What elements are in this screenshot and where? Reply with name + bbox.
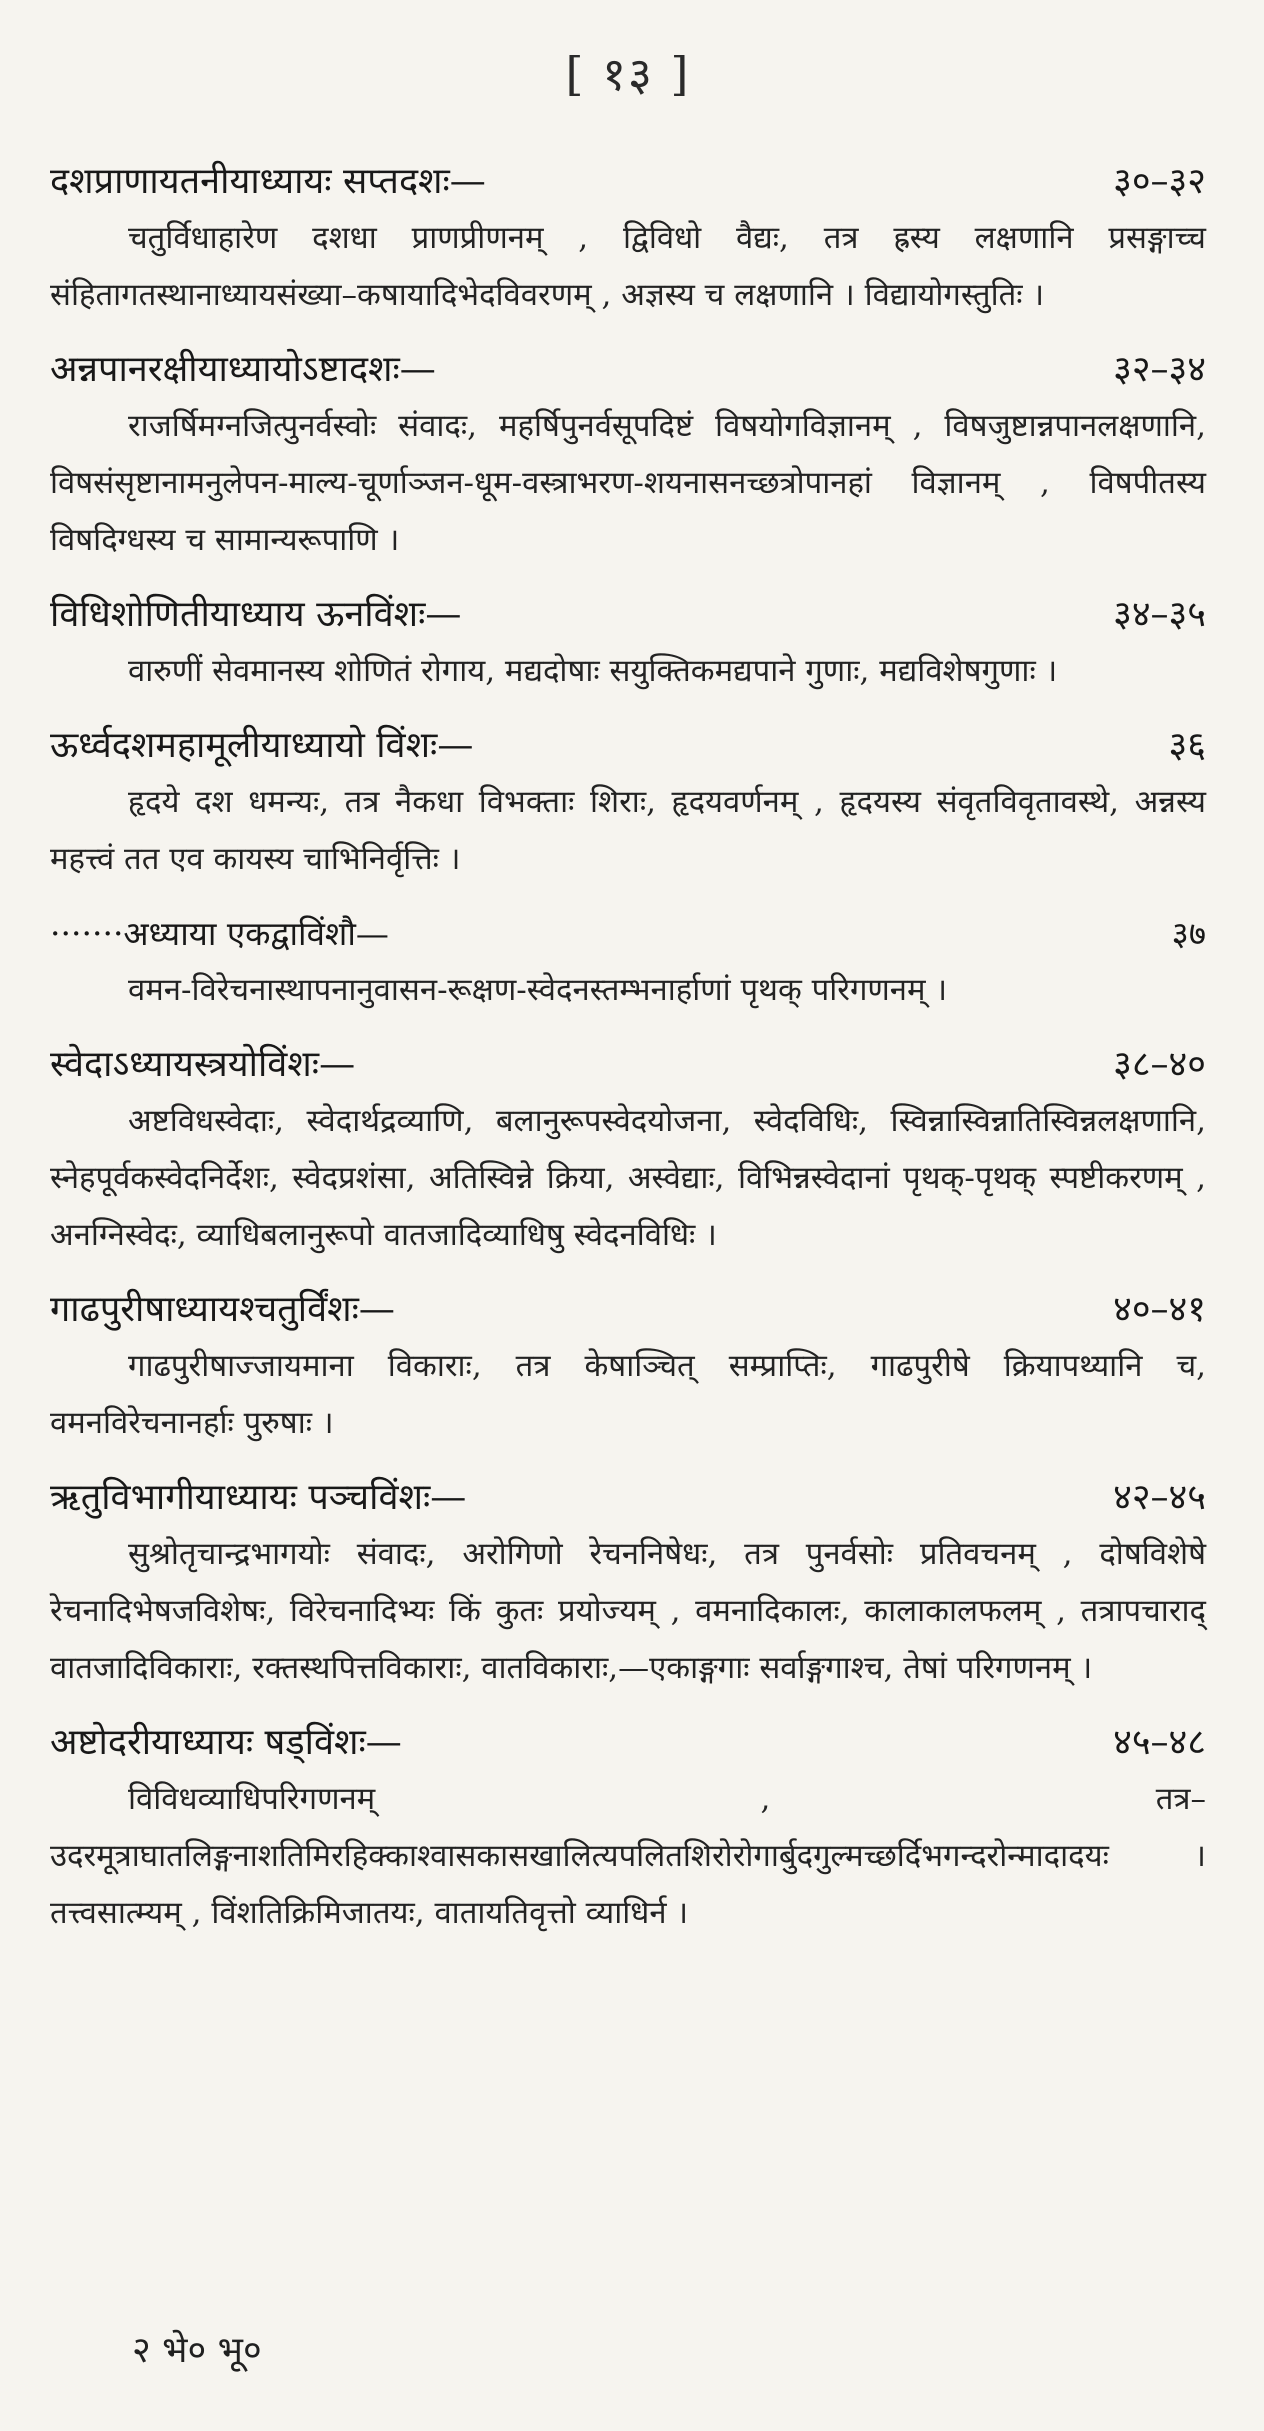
section-26 [50,1717,1206,1942]
section-17 [50,156,1206,324]
page-signature: २ भे० भू० [132,2330,262,2371]
section-body: हृदये दश धमन्यः, तत्र नैकधा विभक्ताः शिराः, हृदयवर्णनम् , हृदयस्य संवृतविवृतावस्थे, अन्नस्य महत्त्वं तत एव कायस्य चाभिनिर्वृत्तिः । [50,784,1206,877]
section-body: विविधव्याधिपरिगणनम् , तत्र–उदरमूत्राघातलिङ्गनाशतिमिरहिक्काश्वासकासखालित्यपलितशिरोरोगार्बुदगुल्मच्छर्दिभगन्दरोन्मादादयः । तत्त्वसात्म्यम् , विंशतिक्रिमिजातयः, वातायतिवृत्तो व्याधिर्न । [50,1781,1206,1931]
section-25 [50,1472,1206,1697]
section-19 [50,589,1206,700]
section-title: अष्टोदरीयाध्यायः षड्विंशः— [50,1722,402,1763]
section-pages: ३२–३४ [1113,349,1206,390]
section-23 [50,1039,1206,1264]
section-body: गाढपुरीषाज्जायमाना विकाराः, तत्र केषाञ्चित् सम्प्राप्तिः, गाढपुरीषे क्रियापथ्यानि च, वमनविरेचनानर्हाः पुरुषाः । [50,1348,1206,1441]
page-number: [ १३ ] [565,47,691,101]
section-21-22 [50,908,1206,1019]
section-title: स्वेदाऽध्यायस्त्रयोविंशः— [50,1044,356,1085]
section-pages: ४५–४८ [1113,1722,1206,1763]
section-pages: ४२–४५ [1113,1477,1206,1518]
section-pages: ३७ [1171,914,1206,953]
section-body: राजर्षिमग्नजित्पुनर्वस्वोः संवादः, महर्षिपुनर्वसूपदिष्टं विषयोगविज्ञानम् , विषजुष्टान्नपानलक्षणानि, विषसंसृष्टानामनुलेपन-माल्य-चूर्णाञ्जन-धूम-वस्त्राभरण-शयनासनच्छत्रोपानहां विज्ञानम् , विषपीतस्य विषदिग्धस्य च सामान्यरूपाणि । [50,408,1206,558]
section-header [50,1284,1206,1336]
section-body: चतुर्विधाहारेण दशधा प्राणप्रीणनम् , द्विविधो वैद्यः, तत्र ह्रस्य लक्षणानि प्रसङ्गाच्च संहितागतस्थानाध्यायसंख्या–कषायादिभेदविवरणम् , अज्ञस्य च लक्षणानि । विद्यायोगस्तुतिः । [50,220,1206,313]
section-title: दशप्राणायतनीयाध्यायः सप्तदशः— [50,161,486,202]
section-header [50,720,1206,772]
section-body: सुश्रोतृचान्द्रभागयोः संवादः, अरोगिणो रेचननिषेधः, तत्र पुनर्वसोः प्रतिवचनम् , दोषविशेषे रेचनादिभेषजविशेषः, विरेचनादिभ्यः किं कुतः प्रयोज्यम् , वमनादिकालः, कालाकालफलम् , तत्रापचाराद् वातजादिविकाराः, रक्तस्थपित्तविकाराः, वातविकाराः,—एकाङ्गगाः सर्वाङ्गगाश्च, तेषां परिगणनम् । [50,1536,1206,1686]
section-pages: ३८–४० [1113,1044,1206,1085]
section-header [50,1717,1206,1769]
section-title: अन्नपानरक्षीयाध्यायोऽष्टादशः— [50,349,436,390]
section-header [50,589,1206,641]
section-header [50,344,1206,396]
section-title: ·······अध्याया एकद्वाविंशौ— [50,914,389,953]
section-header [50,1472,1206,1524]
section-pages: ४०–४१ [1113,1289,1206,1330]
section-body: अष्टविधस्वेदाः, स्वेदार्थद्रव्याणि, बलानुरूपस्वेदयोजना, स्वेदविधिः, स्विन्नास्विन्नातिस्विन्नलक्षणानि, स्नेहपूर्वकस्वेदनिर्देशः, स्वेदप्रशंसा, अतिस्विन्ने क्रिया, अस्वेद्याः, विभिन्नस्वेदानां पृथक्-पृथक् स्पष्टीकरणम् , अनग्निस्वेदः, व्याधिबलानुरूपो वातजादिव्याधिषु स्वेदनविधिः । [50,1103,1206,1253]
section-body: वारुणीं सेवमानस्य शोणितं रोगाय, मद्यदोषाः सयुक्तिकमद्यपाने गुणाः, मद्यविशेषगुणाः । [128,653,1058,689]
section-pages: ३०–३२ [1113,161,1206,202]
section-title: गाढपुरीषाध्यायश्चतुर्विंशः— [50,1289,395,1330]
section-pages: ३४–३५ [1113,594,1206,635]
section-title: विधिशोणितीयाध्याय ऊनविंशः— [50,594,462,635]
section-body: वमन-विरेचनास्थापनानुवासन-रूक्षण-स्वेदनस्तम्भनार्हाणां पृथक् परिगणनम् । [128,972,948,1008]
section-24 [50,1284,1206,1452]
section-title: ऊर्ध्वदशमहामूलीयाध्यायो विंशः— [50,725,474,766]
section-title: ऋतुविभागीयाध्यायः पञ्चविंशः— [50,1477,467,1518]
section-header [50,1039,1206,1091]
section-20 [50,720,1206,888]
section-18 [50,344,1206,569]
section-pages: ३६ [1168,725,1206,766]
section-header [50,156,1206,208]
section-header [50,908,1206,960]
